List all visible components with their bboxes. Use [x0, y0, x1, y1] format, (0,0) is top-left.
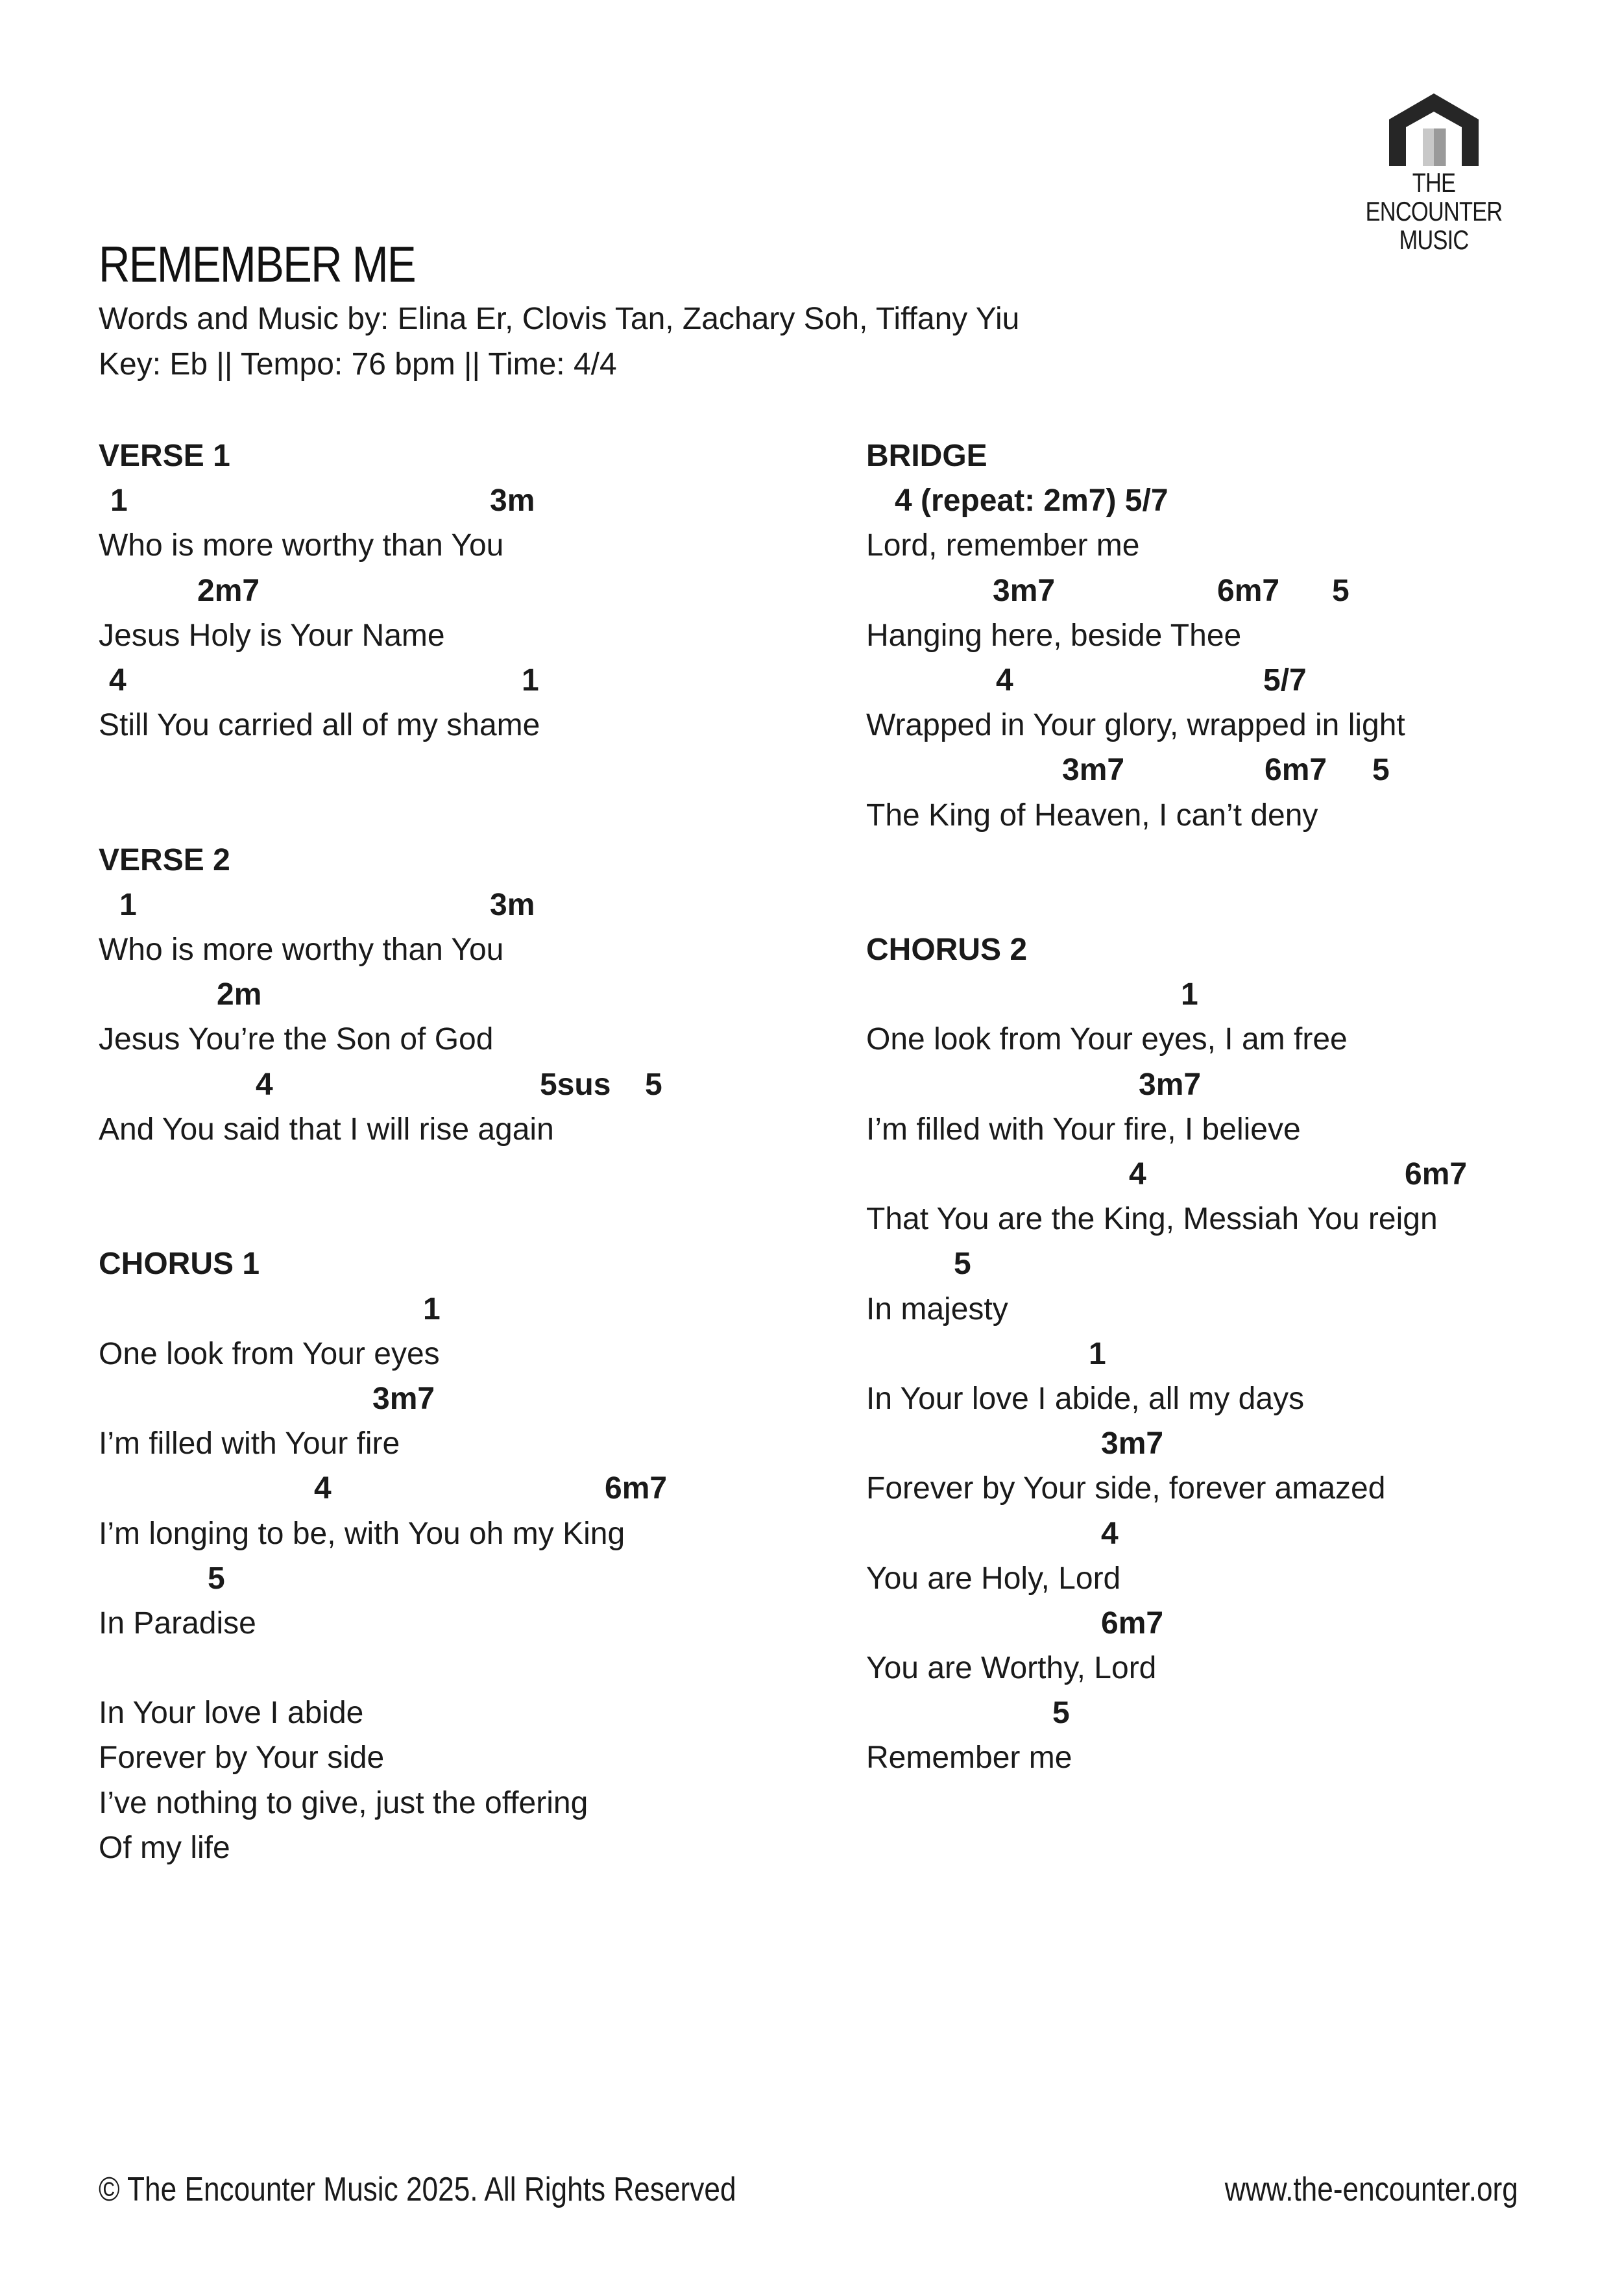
- chord: 5/7: [1263, 663, 1307, 698]
- lyric-line: Hanging here, beside Thee: [866, 618, 1242, 653]
- blank-line: [99, 1197, 812, 1241]
- lyric-line: I’ve nothing to give, just the offering: [99, 1785, 588, 1820]
- lyric-line: Forever by Your side: [99, 1740, 385, 1776]
- lyric-line: Who is more worthy than You: [99, 933, 504, 968]
- logo-text-line1: THE ENCOUNTER: [1365, 167, 1503, 226]
- chord: 6m7: [1265, 753, 1327, 788]
- chord: 1: [1089, 1336, 1106, 1371]
- chord: 4: [1129, 1157, 1146, 1191]
- chord-line: [99, 658, 812, 703]
- lyric-line: Still You carried all of my shame: [99, 708, 540, 743]
- chord: 5: [208, 1561, 225, 1596]
- blank-line: [99, 748, 812, 792]
- lyric-line: Jesus You’re the Son of God: [99, 1022, 494, 1057]
- chord: 3m7: [993, 573, 1056, 608]
- chord-line: [99, 883, 812, 927]
- chord-line: [99, 1556, 812, 1601]
- section-heading-bridge: BRIDGE: [866, 439, 987, 473]
- chord: 4: [996, 663, 1013, 698]
- chord-line: [866, 478, 1580, 523]
- lyric-line: Wrapped in Your glory, wrapped in light: [866, 708, 1405, 743]
- chord: 5: [645, 1067, 662, 1102]
- chord: 5: [1052, 1696, 1070, 1731]
- chord-line: [866, 1691, 1580, 1735]
- chord-line: [866, 1152, 1580, 1197]
- chord-line: [866, 748, 1580, 792]
- chord: 4: [256, 1067, 273, 1102]
- chord: 3m: [490, 887, 535, 922]
- chord-line: [99, 1466, 812, 1511]
- blank-line: [866, 838, 1580, 883]
- song-key-tempo-time: Key: Eb || Tempo: 76 bpm || Time: 4/4: [99, 347, 617, 382]
- chord: 3m7: [372, 1381, 435, 1416]
- chord-line: [99, 1376, 812, 1421]
- lyric-line: In Your love I abide, all my days: [866, 1381, 1305, 1416]
- lyric-line: In majesty: [866, 1291, 1008, 1326]
- chord-line: [99, 1287, 812, 1332]
- chord: 3m7: [1101, 1426, 1164, 1461]
- blank-line: [866, 883, 1580, 927]
- chord: 5: [1332, 573, 1350, 608]
- chord-line: [866, 1332, 1580, 1376]
- chord: 2m7: [197, 573, 260, 608]
- chord-line: [866, 568, 1580, 613]
- footer-copyright: © The Encounter Music 2025. All Rights Reserved: [99, 2171, 736, 2208]
- chord-line: [866, 1421, 1580, 1466]
- chord: 1: [522, 663, 539, 698]
- chord-line: [866, 972, 1580, 1017]
- section-heading-verse-1: VERSE 1: [99, 439, 230, 473]
- lyric-line: You are Worthy, Lord: [866, 1651, 1157, 1686]
- section-heading-chorus-1: CHORUS 1: [99, 1247, 260, 1282]
- blank-line: [99, 1152, 812, 1197]
- chord: 3m: [490, 483, 535, 519]
- chord-line: [99, 972, 812, 1017]
- lyric-line: Remember me: [866, 1740, 1072, 1776]
- song-title: REMEMBER ME: [99, 236, 415, 293]
- encounter-music-logo: [1330, 91, 1538, 254]
- chord: 3m7: [1062, 753, 1125, 788]
- lyric-line: The King of Heaven, I can’t deny: [866, 798, 1318, 833]
- lyric-line: One look from Your eyes, I am free: [866, 1022, 1348, 1057]
- lyric-line: Who is more worthy than You: [99, 528, 504, 563]
- section-heading-chorus-2: CHORUS 2: [866, 933, 1028, 968]
- chord: 4: [109, 663, 127, 698]
- song-credits: Words and Music by: Elina Er, Clovis Tan, Zachary Soh, Tiffany Yiu: [99, 302, 1020, 336]
- chord-line: [866, 1601, 1580, 1646]
- chord-line: [866, 1241, 1580, 1286]
- section-heading-verse-2: VERSE 2: [99, 842, 230, 877]
- lyric-line: Forever by Your side, forever amazed: [866, 1471, 1386, 1506]
- lyric-line: You are Holy, Lord: [866, 1561, 1121, 1596]
- chord: 5sus: [540, 1067, 611, 1102]
- lyric-line: Lord, remember me: [866, 528, 1140, 563]
- left-column: [99, 434, 812, 1870]
- chord: 6m7: [1405, 1157, 1468, 1191]
- chord: 5: [1372, 753, 1390, 788]
- chord: 1: [110, 483, 128, 519]
- chord: 4 (repeat: 2m7) 5/7: [895, 483, 1168, 519]
- chord-line: [99, 568, 812, 613]
- blank-line: [99, 793, 812, 838]
- chord: 6m7: [1217, 573, 1280, 608]
- chord: 1: [1181, 977, 1198, 1012]
- chord-line: [99, 478, 812, 523]
- chord: 6m7: [605, 1471, 668, 1506]
- footer-website-link[interactable]: www.the-encounter.org: [1224, 2171, 1518, 2208]
- blank-line: [99, 1646, 812, 1691]
- lyric-line: Of my life: [99, 1830, 230, 1865]
- chord-line: [866, 1511, 1580, 1556]
- chord: 4: [1101, 1516, 1119, 1551]
- lyric-line: Jesus Holy is Your Name: [99, 618, 445, 653]
- lyric-line: One look from Your eyes: [99, 1336, 440, 1371]
- chord-line: [99, 1062, 812, 1107]
- chord-line: [866, 658, 1580, 703]
- chord: 4: [314, 1471, 332, 1506]
- lyric-line: In Paradise: [99, 1606, 256, 1641]
- right-column: [866, 434, 1580, 1781]
- chord: 3m7: [1139, 1067, 1202, 1102]
- lyric-line: I’m longing to be, with You oh my King: [99, 1516, 625, 1551]
- chord: 1: [119, 887, 137, 922]
- logo-text-line2: MUSIC: [1399, 225, 1469, 255]
- chord: 2m: [217, 977, 262, 1012]
- lyric-line: That You are the King, Messiah You reign: [866, 1202, 1438, 1237]
- chord-line: [866, 1062, 1580, 1107]
- lyric-line: And You said that I will rise again: [99, 1112, 554, 1147]
- chord: 1: [423, 1291, 441, 1326]
- house-logo-icon: [1385, 91, 1483, 169]
- chord: 6m7: [1101, 1606, 1164, 1641]
- chord: 5: [954, 1247, 971, 1282]
- lyric-line: In Your love I abide: [99, 1696, 364, 1731]
- lyric-line: I’m filled with Your fire: [99, 1426, 400, 1461]
- lyric-line: I’m filled with Your fire, I believe: [866, 1112, 1301, 1147]
